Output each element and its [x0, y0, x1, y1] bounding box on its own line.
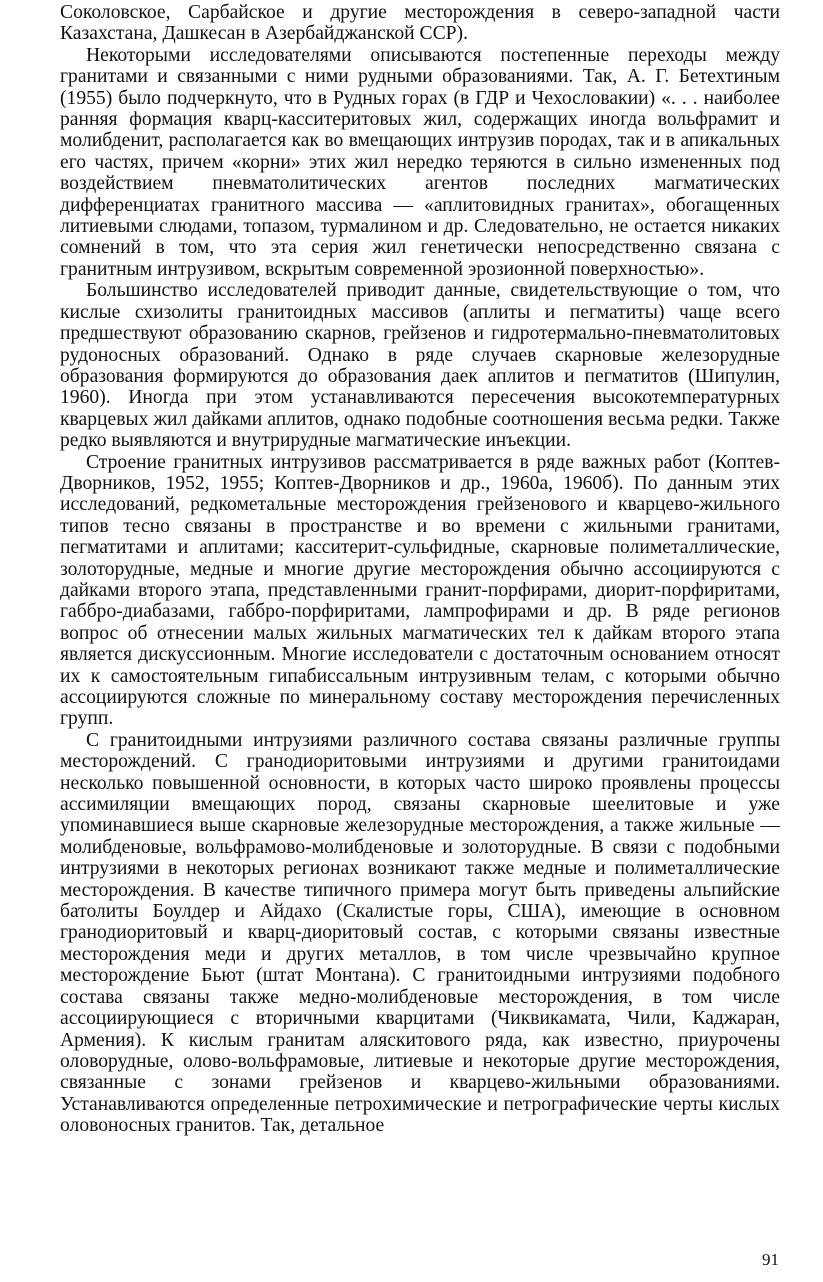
paragraph-3: Большинство исследователей приводит данные, свидетельствующие о том, что кислые схизолиты гранитоидных массивов (аплиты и пегматиты) чаще всего предшествуют образованию скарнов, грейзенов и гидротермально-пневматолитовых рудоносных образований. Однако в ряде случаев скарновые железорудные образования формируются до образования даек аплитов и пегматитов (Шипулин, 1960). Иногда при этом устанавливаются пересечения высокотемпературных кварцевых жил дайками аплитов, однако подобные соотношения весьма редки. Также редко выявляются и внутрирудные магматические инъекции.	[60, 280, 780, 452]
document-page	[60, 2, 780, 1137]
paragraph-5: С гранитоидными интрузиями различного состава связаны различные группы месторождений. С гранодиоритовыми интрузиями и другими гранитоидами несколько повышенной основности, в которых часто широко проявлены процессы ассимиляции вмещающих пород, связаны скарновые шеелитовые и уже упоминавшиеся выше скарновые железорудные месторождения, а также жильные — молибденовые, вольфрамово-молибденовые и золоторудные. В связи с подобными интрузиями в некоторых регионах возникают также медные и полиметаллические месторождения. В качестве типичного примера могут быть приведены альпийские батолиты Боулдер и Айдахо (Скалистые горы, США), имеющие в основном гранодиоритовый и кварц-диоритовый состав, с которыми связаны известные месторождения меди и других металлов, в том числе чрезвычайно крупное месторождение Бьют (штат Монтана). С гранитоидными интрузиями подобного состава связаны также медно-молибденовые месторождения, в том числе ассоциирующиеся с вторичными кварцитами (Чиквикамата, Чили, Каджаран, Армения). К кислым гранитам аляскитового ряда, как известно, приурочены оловорудные, олово-вольфрамовые, литиевые и некоторые другие месторождения, связанные с зонами грейзенов и кварцево-жильными образованиями. Устанавливаются определенные петрохимические и петрографические черты кислых оловоносных гранитов. Так, детальное	[60, 729, 780, 1137]
page-number: 91	[762, 1250, 779, 1269]
paragraph-1: Соколовское, Сарбайское и другие месторождения в северо-западной части Казахстана, Дашкесан в Азербайджанской ССР).	[60, 2, 780, 45]
paragraph-2: Некоторыми исследователями описываются постепенные переходы между гранитами и связанными с ними рудными образованиями. Так, А. Г. Бетехтиным (1955) было подчеркнуто, что в Рудных горах (в ГДР и Чехословакии) «. . . наиболее ранняя формация кварц-касситеритовых жил, содержащих иногда вольфрамит и молибденит, располагается как во вмещающих интрузив породах, так и в апикальных его частях, причем «корни» этих жил нередко теряются в сильно измененных под воздействием пневматолитических агентов последних магматических дифференциатах гранитного массива — «аплитовидных гранитах», обогащенных литиевыми слюдами, топазом, турмалином и др. Следовательно, не остается никаких сомнений в том, что эта серия жил генетически непосредственно связана с гранитным интрузивом, вскрытым современной эрозионной поверхностью».	[60, 44, 780, 280]
paragraph-4: Строение гранитных интрузивов рассматривается в ряде важных работ (Коптев-Дворников, 1952, 1955; Коптев-Дворников и др., 1960а, 1960б). По данным этих исследований, редкометальные месторождения грейзенового и кварцево-жильного типов тесно связаны в пространстве и во времени с жильными гранитами, пегматитами и аплитами; касситерит-сульфидные, скарновые полиметаллические, золоторудные, медные и многие другие месторождения обычно ассоциируются с дайками второго этапа, представленными гранит-порфирами, диорит-порфиритами, габбро-диабазами, габбро-порфиритами, лампрофирами и др. В ряде регионов вопрос об отнесении малых жильных магматических тел к дайкам второго этапа является дискуссионным. Многие исследователи с достаточным основанием относят их к самостоятельным гипабиссальным интрузивным телам, с которыми обычно ассоциируются сложные по минеральному составу месторождения перечисленных групп.	[60, 451, 780, 730]
